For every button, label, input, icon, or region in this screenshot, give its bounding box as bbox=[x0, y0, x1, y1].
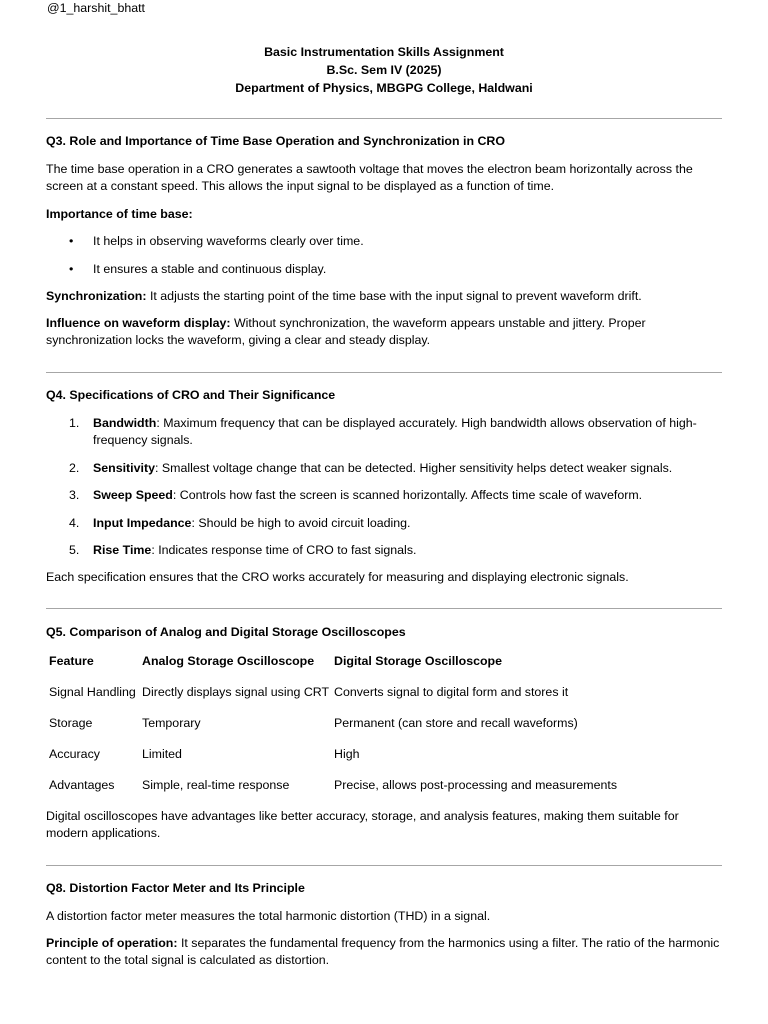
bullet-icon: • bbox=[69, 234, 74, 248]
q4-heading: Q4. Specifications of CRO and Their Significance bbox=[46, 388, 336, 402]
q4-item-term: Sensitivity bbox=[93, 461, 155, 475]
bullet-icon: • bbox=[69, 262, 74, 276]
table-header: Digital Storage Oscilloscope bbox=[334, 654, 503, 668]
q8-principle bbox=[46, 935, 724, 969]
author-handle: @1_harshit_bhatt bbox=[47, 1, 145, 15]
q4-item-term: Sweep Speed bbox=[93, 488, 173, 502]
q3-heading: Q3. Role and Importance of Time Base Operation and Synchronization in CRO bbox=[46, 134, 505, 148]
table-cell: Precise, allows post-processing and measurements bbox=[334, 778, 618, 792]
q3-influence-label: Influence on waveform display: bbox=[46, 316, 231, 330]
table-header: Analog Storage Oscilloscope bbox=[142, 654, 315, 668]
q4-item bbox=[93, 415, 723, 449]
q4-item bbox=[93, 460, 723, 477]
list-number: 2. bbox=[69, 461, 80, 475]
divider bbox=[46, 372, 722, 373]
q4-item-text: : Smallest voltage change that can be detected. Higher sensitivity helps detect weaker signals. bbox=[154, 461, 673, 475]
comparison-table bbox=[46, 653, 617, 808]
q3-importance-label: Importance of time base: bbox=[46, 207, 193, 221]
table-cell: Permanent (can store and recall waveforms) bbox=[334, 716, 578, 730]
q4-item bbox=[93, 542, 723, 559]
table-cell: High bbox=[334, 747, 360, 761]
table-cell: Limited bbox=[142, 747, 182, 761]
q4-item-term: Rise Time bbox=[93, 543, 152, 557]
table-row bbox=[46, 684, 617, 715]
q4-item-text: : Maximum frequency that can be displayed accurately. High bandwidth allows observation of high-frequency signals. bbox=[93, 416, 697, 447]
document-header bbox=[0, 43, 768, 97]
table-row bbox=[46, 777, 617, 808]
q4-item-text: : Should be high to avoid circuit loading. bbox=[191, 516, 411, 530]
table-row bbox=[46, 715, 617, 746]
q8-principle-label: Principle of operation: bbox=[46, 936, 178, 950]
table-header-row bbox=[46, 653, 617, 684]
q8-intro: A distortion factor meter measures the total harmonic distortion (THD) in a signal. bbox=[46, 909, 491, 923]
q3-sync-text: It adjusts the starting point of the time base with the input signal to prevent waveform drift. bbox=[146, 289, 642, 303]
list-number: 4. bbox=[69, 516, 80, 530]
q8-principle-text: It separates the fundamental frequency from the harmonics using a filter. The ratio of the harmonic content to the total signal is calculated as distortion. bbox=[46, 936, 720, 967]
list-number: 1. bbox=[69, 416, 80, 430]
header-course: B.Sc. Sem IV (2025) bbox=[326, 63, 442, 77]
q8-heading: Q8. Distortion Factor Meter and Its Principle bbox=[46, 881, 305, 895]
header-department: Department of Physics, MBGPG College, Haldwani bbox=[235, 81, 533, 95]
table-cell: Storage bbox=[49, 716, 93, 730]
q3-sync bbox=[46, 288, 724, 305]
q3-bullet: It helps in observing waveforms clearly over time. bbox=[93, 234, 364, 248]
q3-bullet: It ensures a stable and continuous display. bbox=[93, 262, 327, 276]
q4-summary: Each specification ensures that the CRO works accurately for measuring and displaying electronic signals. bbox=[46, 570, 629, 584]
table-cell: Directly displays signal using CRT bbox=[142, 685, 330, 699]
table-row bbox=[46, 746, 617, 777]
q3-sync-label: Synchronization: bbox=[46, 289, 147, 303]
q3-intro: The time base operation in a CRO generates a sawtooth voltage that moves the electron beam horizontally across the screen at a constant speed. This allows the input signal to be displayed as a function of time. bbox=[46, 162, 693, 193]
table-cell: Signal Handling bbox=[49, 685, 136, 699]
list-number: 5. bbox=[69, 543, 80, 557]
q4-item-text: : Controls how fast the screen is scanned horizontally. Affects time scale of waveform. bbox=[172, 488, 643, 502]
table-cell: Accuracy bbox=[49, 747, 100, 761]
q4-item-term: Bandwidth bbox=[93, 416, 157, 430]
q3-influence-text: Without synchronization, the waveform appears unstable and jittery. Proper synchronization locks the waveform, giving a clear and steady display. bbox=[46, 316, 646, 347]
table-cell: Temporary bbox=[142, 716, 201, 730]
divider bbox=[46, 608, 722, 609]
divider bbox=[46, 118, 722, 119]
q4-item-text: : Indicates response time of CRO to fast signals. bbox=[151, 543, 417, 557]
table-cell: Simple, real-time response bbox=[142, 778, 290, 792]
q4-item bbox=[93, 515, 723, 532]
table-cell: Converts signal to digital form and stores it bbox=[334, 685, 569, 699]
table-cell: Advantages bbox=[49, 778, 115, 792]
divider bbox=[46, 865, 722, 866]
q3-influence bbox=[46, 315, 724, 349]
q5-heading: Q5. Comparison of Analog and Digital Storage Oscilloscopes bbox=[46, 625, 406, 639]
table-header: Feature bbox=[49, 654, 94, 668]
header-title: Basic Instrumentation Skills Assignment bbox=[264, 45, 504, 59]
q4-item bbox=[93, 487, 723, 504]
list-number: 3. bbox=[69, 488, 80, 502]
q5-summary: Digital oscilloscopes have advantages like better accuracy, storage, and analysis features, making them suitable for modern applications. bbox=[46, 809, 679, 840]
q4-item-term: Input Impedance bbox=[93, 516, 192, 530]
